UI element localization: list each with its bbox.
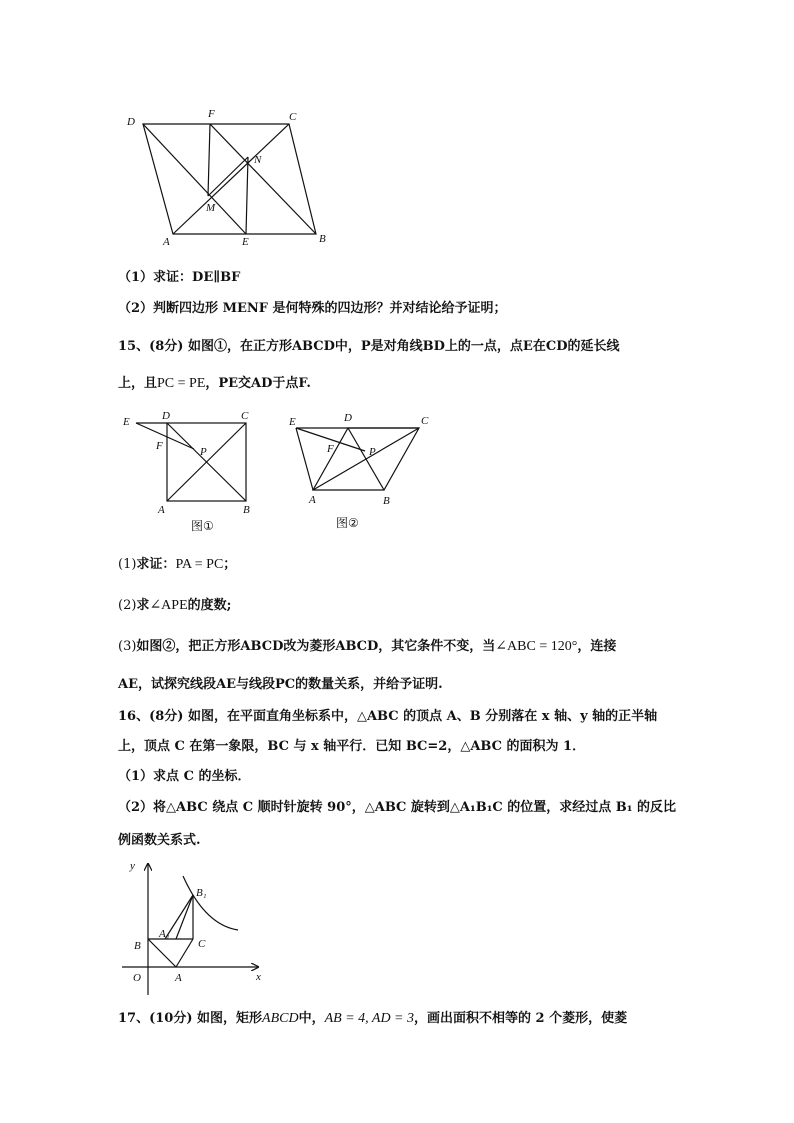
- figure-15-rhombus: [285, 405, 440, 535]
- q15-sub2-num: (2): [118, 598, 137, 613]
- q15-sub1: [118, 556, 236, 574]
- q16-part2: （2）将△ABC 绕点 C 顺时针旋转 90°，△ABC 旋转到△A₁B₁C 的位置，求经过点 B₁ 的反比: [118, 800, 676, 815]
- figure-parallelogram-menf: [120, 105, 340, 255]
- q17-line1-b: 中，: [298, 1011, 325, 1026]
- q15-sub3-num: (3): [118, 639, 137, 654]
- q16-line1: 16、(8分) 如图，在平面直角坐标系中，△ABC 的顶点 A、B 分别落在 x 轴、y 轴的正半轴: [118, 709, 658, 724]
- q16-part1: （1）求点 C 的坐标．: [118, 769, 251, 784]
- label-a: A: [158, 504, 165, 516]
- label-b1: B₁: [196, 887, 207, 899]
- label-c: C: [421, 415, 429, 427]
- q15-sub2-end: 的度数;: [187, 598, 232, 613]
- q15-line2-b: ，PE交AD于点F.: [205, 376, 311, 391]
- q15-line2-a: 上，且: [118, 376, 158, 391]
- label-o: O: [133, 972, 141, 984]
- q17-line1-c: ，画出面积不相等的 2 个菱形，使菱: [414, 1011, 628, 1026]
- hyperbola-curve: [183, 876, 238, 930]
- label-b: B: [243, 504, 250, 516]
- q15-sub2: [118, 597, 231, 615]
- label-b: B: [319, 233, 326, 245]
- q15-sub3: [118, 638, 616, 656]
- q15-line1: 15、(8分) 如图①，在正方形ABCD中，P是对角线BD上的一点，点E在CD的延长线: [118, 339, 620, 354]
- label-f: F: [208, 108, 215, 120]
- q15-sub1-text: 求证：: [136, 557, 176, 572]
- label-a: A: [163, 236, 170, 248]
- q15-sub1-end: ；: [223, 557, 237, 572]
- parallelogram-lines: [143, 124, 316, 234]
- q15-line2: [118, 375, 311, 393]
- q17-line1-m2: AB = 4, AD = 3: [324, 1011, 415, 1026]
- label-a: A: [309, 494, 316, 506]
- label-f: F: [156, 440, 163, 452]
- label-m: M: [206, 202, 216, 214]
- label-e: E: [123, 416, 130, 428]
- label-e: E: [242, 236, 249, 248]
- label-y: y: [130, 860, 135, 872]
- label-p: P: [200, 446, 207, 458]
- figure-16-coordinate: [120, 855, 270, 1000]
- label-c: C: [198, 938, 206, 950]
- label-b: B: [383, 495, 390, 507]
- label-n: N: [254, 154, 262, 166]
- caption-fig1: 图①: [191, 519, 214, 533]
- q15-line2-math: PC = PE: [157, 376, 206, 391]
- label-d: D: [127, 116, 135, 128]
- q17-line1-m1: ABCD: [262, 1011, 299, 1026]
- label-f: F: [327, 443, 334, 455]
- q15-sub3-line2: AE，试探究线段AE与线段PC的数量关系，并给予证明.: [118, 677, 443, 692]
- label-b: B: [134, 940, 141, 952]
- label-d: D: [162, 410, 170, 422]
- q14-part2: （2）判断四边形 MENF 是何特殊的四边形？并对结论给予证明；: [118, 301, 507, 316]
- q15-sub3-end: ，连接: [577, 639, 617, 654]
- q16-part2-line2: 例函数关系式.: [118, 833, 201, 848]
- q14-part1: （1）求证：DE∥BF: [118, 270, 241, 285]
- q15-sub2-math: ∠APE: [149, 598, 188, 613]
- label-c: C: [241, 410, 249, 422]
- axes-and-triangles: [122, 864, 258, 995]
- label-a: A: [175, 972, 182, 984]
- caption-fig2: 图②: [336, 516, 359, 530]
- square-lines: [136, 423, 246, 501]
- q15-sub1-math: PA = PC: [175, 557, 224, 572]
- label-e: E: [289, 416, 296, 428]
- label-c: C: [289, 111, 297, 123]
- q15-sub3-math: ∠ABC = 120°: [495, 639, 578, 654]
- label-x: x: [256, 971, 261, 983]
- q17-line1-a: 17、(10分) 如图，矩形: [118, 1011, 263, 1026]
- label-d: D: [344, 412, 352, 424]
- q17-line1: [118, 1010, 627, 1028]
- q16-line2: 上，顶点 C 在第一象限，BC 与 x 轴平行．已知 BC=2，△ABC 的面积为 1．: [118, 739, 586, 754]
- rhombus-lines: [296, 428, 419, 490]
- q15-sub2-text: 求: [136, 598, 150, 613]
- label-p: P: [369, 446, 376, 458]
- q15-sub1-num: (1): [118, 557, 137, 572]
- label-a1: A₁: [159, 928, 170, 940]
- q15-sub3-text: 如图②，把正方形ABCD改为菱形ABCD，其它条件不变，当: [136, 639, 496, 654]
- figure-15-square: [120, 405, 270, 535]
